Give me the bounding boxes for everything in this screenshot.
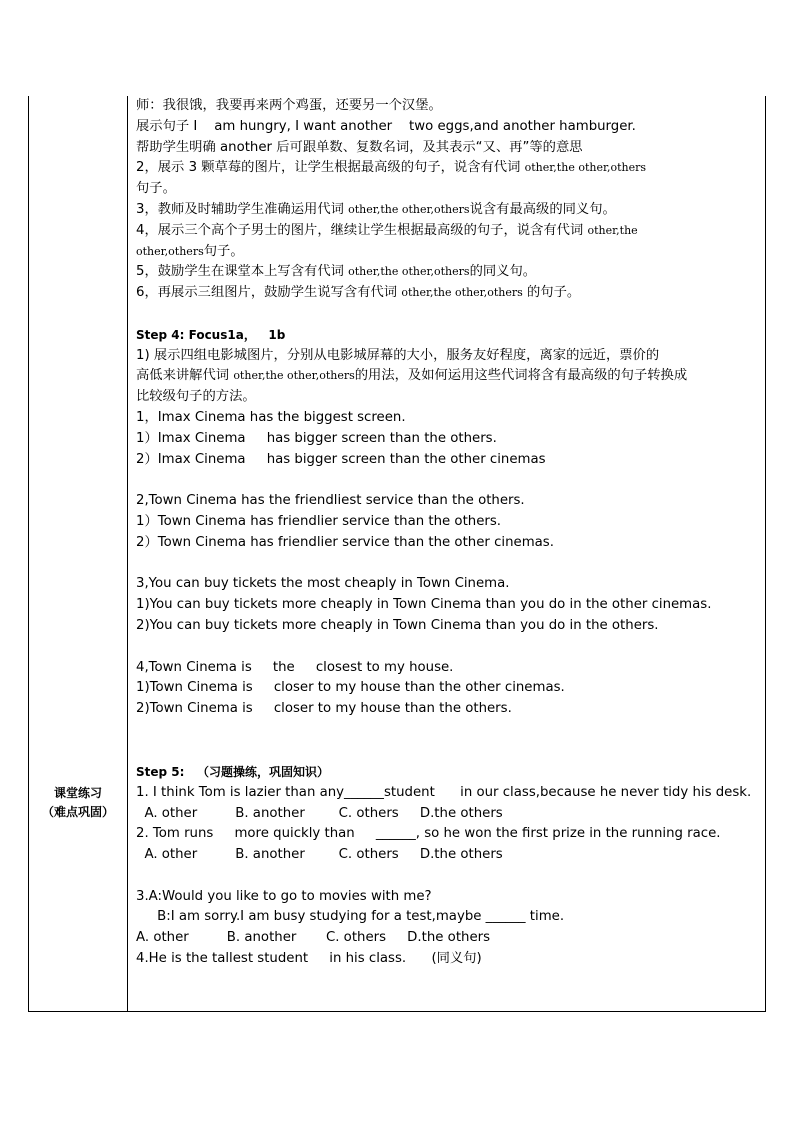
column-divider <box>127 96 128 1011</box>
intro-line-7 <box>136 221 760 242</box>
pronoun-list: other,the other,others <box>233 369 355 383</box>
step4-para-line-1: 1) 展示四组电影城图片，分别从电影城屏幕的大小，服务友好程度，离家的远近，票价的 <box>136 347 660 363</box>
pronoun-list: other,the other,others <box>524 161 647 175</box>
intro-line-8-end: 句子。 <box>203 243 244 259</box>
intro-line-10 <box>136 283 760 304</box>
question-4: 4.He is the tallest student in his class. (同义句) <box>136 951 482 967</box>
intro-line-6 <box>136 200 760 221</box>
intro-line-9-end: 的同义句。 <box>469 264 537 280</box>
pronoun-list: other,the <box>587 223 638 237</box>
content-cell <box>136 96 760 970</box>
pronoun-list: other,the other,others <box>348 265 470 279</box>
example-3b: 2)You can buy tickets more cheaply in Town Cinema than you do in the others. <box>136 617 659 633</box>
intro-line-9-text: 5，鼓励学生在课堂本上写含有代词 <box>136 264 349 280</box>
question-1-options: A. other B. another C. others D.the others <box>136 805 503 821</box>
lesson-table <box>28 96 766 1012</box>
example-2: 2,Town Cinema has the friendliest service than the others. <box>136 493 525 509</box>
intro-line-4 <box>136 158 760 179</box>
intro-line-10-end: 的句子。 <box>522 285 581 301</box>
intro-line-1: 师：我很饿，我要再来两个鸡蛋，还要另一个汉堡。 <box>136 98 442 113</box>
intro-line-6-end: 说含有最高级的同义句。 <box>469 201 616 217</box>
pronoun-list: other,the other,others <box>401 286 523 300</box>
example-1: 1，Imax Cinema has the biggest screen. <box>136 409 406 425</box>
row-label <box>29 784 127 822</box>
intro-line-4-text: 2，展示 3 颗草莓的图片，让学生根据最高级的句子，说含有代词 <box>136 160 525 176</box>
question-3-reply: B:I am sorry.I am busy studying for a test,maybe ______ time. <box>136 909 565 925</box>
intro-line-10-text: 6，再展示三组图片，鼓励学生说写含有代词 <box>136 285 402 301</box>
row-label-subtitle: （难点巩固） <box>41 805 114 819</box>
question-3: 3.A:Would you like to go to movies with me? <box>136 888 432 904</box>
intro-line-7-text: 4，展示三个高个子男士的图片，继续让学生根据最高级的句子，说含有代词 <box>136 222 588 238</box>
example-3: 3,You can buy tickets the most cheaply in Town Cinema. <box>136 576 510 592</box>
example-4b: 2)Town Cinema is closer to my house than the others. <box>136 701 512 717</box>
intro-line-2: 展示句子 I am hungry, I want another two eggs,and another hamburger. <box>136 118 636 134</box>
step4-para-line-2 <box>136 366 760 387</box>
example-3a: 1)You can buy tickets more cheaply in Town Cinema than you do in the other cinemas. <box>136 597 712 613</box>
step5-heading: Step 5: （习题操练，巩固知识） <box>136 764 329 779</box>
intro-line-6-text: 3，教师及时辅助学生准确运用代词 <box>136 201 349 217</box>
pronoun-list: other,the other,others <box>348 202 470 216</box>
example-1a: 1）Imax Cinema has bigger screen than the others. <box>136 430 497 446</box>
question-1: 1. I think Tom is lazier than any______student in our class,because he never tidy his desk. <box>136 784 752 800</box>
row-label-title: 课堂练习 <box>53 786 102 800</box>
intro-line-3: 帮助学生明确 another 后可跟单数、复数名词，及其表示“又、再”等的意思 <box>136 139 583 155</box>
example-4a: 1)Town Cinema is closer to my house than the other cinemas. <box>136 680 565 696</box>
example-2b: 2）Town Cinema has friendlier service than the other cinemas. <box>136 534 554 550</box>
intro-line-8 <box>136 242 760 263</box>
step4-para-line-3: 比较级句子的方法。 <box>136 389 256 405</box>
step4-para-text: 高低来讲解代词 <box>136 368 234 384</box>
question-2: 2. Tom runs more quickly than ______, so he won the first prize in the running race. <box>136 826 721 842</box>
question-2-options: A. other B. another C. others D.the others <box>136 847 503 863</box>
step4-para-end: 的用法，及如何运用这些代词将含有最高级的句子转换成 <box>354 368 688 384</box>
example-2a: 1）Town Cinema has friendlier service than the others. <box>136 513 502 529</box>
intro-line-9 <box>136 262 760 283</box>
step4-heading: Step 4: Focus1a， 1b <box>136 327 286 342</box>
pronoun-list: other,others <box>136 244 204 258</box>
question-3-options: A. other B. another C. others D.the others <box>136 930 491 946</box>
example-4: 4,Town Cinema is the closest to my house. <box>136 659 454 675</box>
example-1b: 2）Imax Cinema has bigger screen than the other cinemas <box>136 451 546 467</box>
intro-line-5: 句子。 <box>136 181 176 197</box>
